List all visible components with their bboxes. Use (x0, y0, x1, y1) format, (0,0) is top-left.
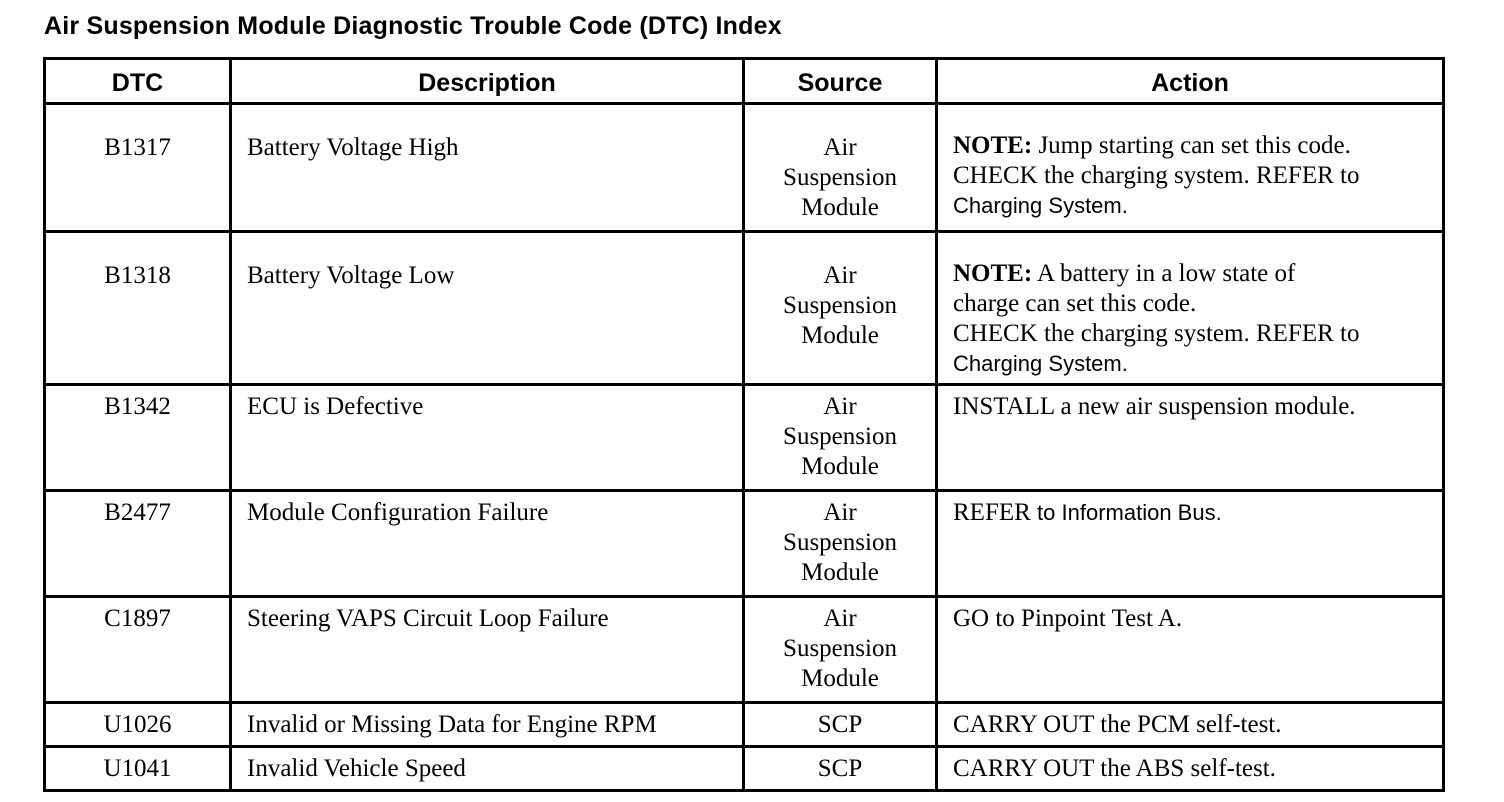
dtc-index-table (43, 57, 1445, 792)
description-cell: Module Configuration Failure (231, 491, 744, 597)
source-line: Air (823, 393, 857, 420)
source-line: Air (823, 134, 857, 161)
source-line: Module (801, 194, 879, 221)
dtc-code-cell: B1318 (45, 232, 231, 385)
action-cell: CARRY OUT the ABS self-test. (937, 747, 1444, 791)
source-line: Module (801, 559, 879, 586)
dtc-code-cell: B1317 (45, 104, 231, 232)
description-cell: Invalid Vehicle Speed (231, 747, 744, 791)
source-cell (744, 385, 937, 491)
source-line: Suspension (783, 635, 897, 662)
source-line: Suspension (783, 292, 897, 319)
note-label: NOTE: (953, 132, 1033, 159)
action-line: GO to Pinpoint Test A. (953, 605, 1183, 632)
page-title: Air Suspension Module Diagnostic Trouble Code (DTC) Index (44, 12, 782, 40)
source-line: Suspension (783, 529, 897, 556)
source-line: Air (823, 605, 857, 632)
source-cell: SCP (744, 747, 937, 791)
table-row (45, 703, 1444, 747)
description-cell: Battery Voltage High (231, 104, 744, 232)
reference-text: Charging System. (953, 351, 1128, 376)
table-row (45, 491, 1444, 597)
source-line: Suspension (783, 164, 897, 191)
action-cell (937, 104, 1444, 232)
column-header-action: Action (937, 59, 1444, 104)
description-cell: Battery Voltage Low (231, 232, 744, 385)
note-text: A battery in a low state of (1032, 260, 1296, 287)
description-cell: Steering VAPS Circuit Loop Failure (231, 597, 744, 703)
source-line: Suspension (783, 423, 897, 450)
action-line (953, 131, 1432, 161)
action-prefix: REFER (953, 499, 1038, 526)
action-line: INSTALL a new air suspension module. (953, 393, 1356, 420)
action-line (953, 498, 1432, 528)
description-cell: ECU is Defective (231, 385, 744, 491)
action-cell (937, 232, 1444, 385)
action-line: charge can set this code. (953, 290, 1197, 317)
action-cell (937, 597, 1444, 703)
action-line (953, 259, 1432, 289)
source-line: Module (801, 665, 879, 692)
dtc-code-cell: U1026 (45, 703, 231, 747)
column-header-source: Source (744, 59, 937, 104)
note-text: Jump starting can set this code. (1032, 132, 1351, 159)
source-cell (744, 104, 937, 232)
action-line: CHECK the charging system. REFER to (953, 320, 1360, 347)
table-header-row (45, 59, 1444, 104)
table-row (45, 385, 1444, 491)
description-cell: Invalid or Missing Data for Engine RPM (231, 703, 744, 747)
source-cell (744, 597, 937, 703)
source-cell: SCP (744, 703, 937, 747)
source-cell (744, 232, 937, 385)
action-cell (937, 385, 1444, 491)
source-line: Module (801, 322, 879, 349)
dtc-code-cell: B1342 (45, 385, 231, 491)
table-row (45, 232, 1444, 385)
source-line: Module (801, 453, 879, 480)
dtc-code-cell: C1897 (45, 597, 231, 703)
source-line: Air (823, 262, 857, 289)
table-row (45, 747, 1444, 791)
dtc-code-cell: B2477 (45, 491, 231, 597)
dtc-code-cell: U1041 (45, 747, 231, 791)
action-cell (937, 491, 1444, 597)
source-line: Air (823, 499, 857, 526)
column-header-description: Description (231, 59, 744, 104)
column-header-dtc: DTC (45, 59, 231, 104)
action-cell: CARRY OUT the PCM self-test. (937, 703, 1444, 747)
reference-text: to Information Bus. (1037, 500, 1222, 525)
table-row (45, 104, 1444, 232)
reference-text: Charging System. (953, 193, 1128, 218)
source-cell (744, 491, 937, 597)
action-line: CHECK the charging system. REFER to (953, 162, 1360, 189)
note-label: NOTE: (953, 260, 1033, 287)
table-row (45, 597, 1444, 703)
